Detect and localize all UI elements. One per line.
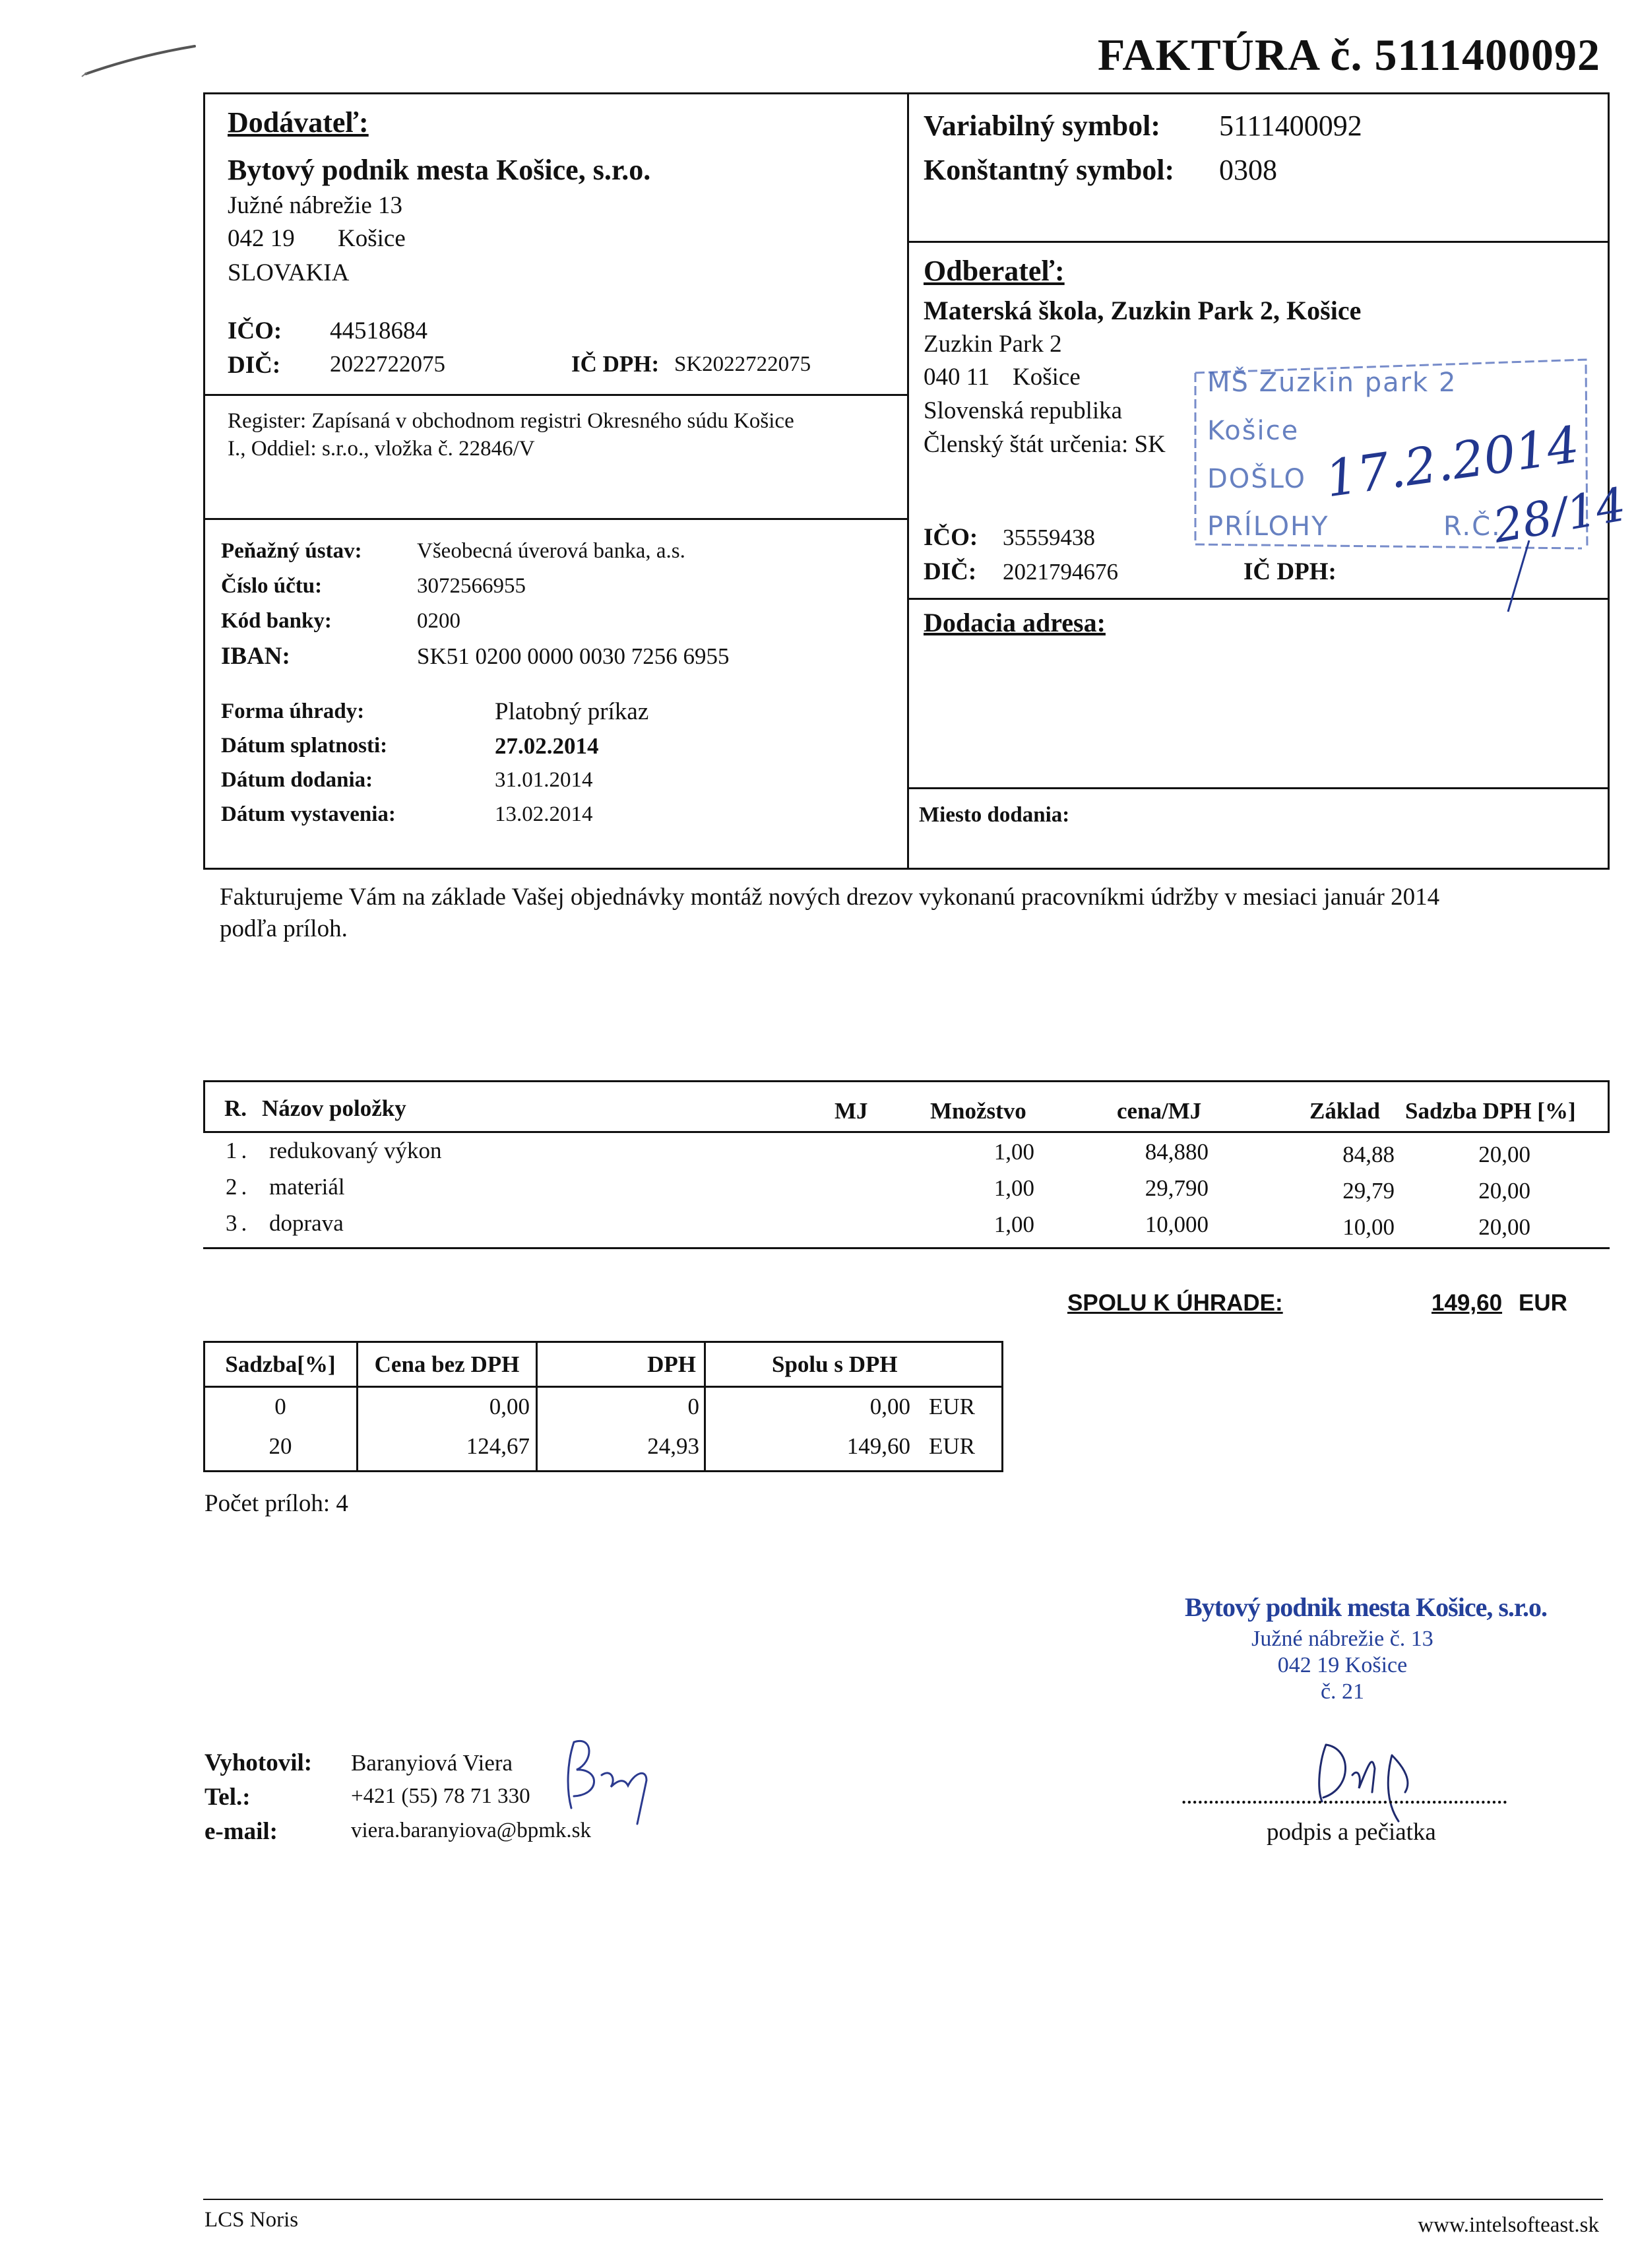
vat-table-header-bottom [203, 1386, 1003, 1388]
due-date-label: Dátum splatnosti: [221, 734, 388, 758]
item-vat: 20,00 [1478, 1214, 1530, 1240]
vat-header-gross: Spolu s DPH [772, 1351, 898, 1377]
total-amount: 149,60 [1432, 1290, 1503, 1316]
items-header-unit: MJ [834, 1098, 868, 1124]
description-line1: Fakturujeme Vám na základe Vašej objednávky montáž nových drezov vykonanú pracovníkmi údržby v mesiaci január 2014 [220, 884, 1440, 911]
items-table-right [1608, 1080, 1610, 1133]
delivery-date-label: Dátum dodania: [221, 768, 373, 792]
items-header-vat: Sadzba DPH [%] [1405, 1098, 1576, 1124]
account-value: 3072566955 [417, 574, 526, 598]
item-vat: 20,00 [1478, 1142, 1530, 1167]
attachments-count: Počet príloh: 4 [204, 1490, 348, 1517]
issue-date-value: 13.02.2014 [495, 802, 593, 826]
company-stamp-name: Bytový podnik mesta Košice, s.r.o. [1185, 1592, 1548, 1622]
frame-bottom [203, 868, 1610, 870]
company-stamp-city: 042 19 Košice [1277, 1653, 1408, 1677]
delivery-address-label: Dodacia adresa: [924, 608, 1106, 637]
vat-gross: 149,60 [846, 1433, 910, 1459]
pen-mark [79, 41, 204, 81]
issuer-signature [548, 1722, 660, 1828]
item-price: 29,790 [1145, 1175, 1209, 1201]
bank-code-label: Kód banky: [221, 609, 332, 633]
variable-symbol-value: 5111400092 [1219, 110, 1362, 142]
item-name: materiál [269, 1174, 345, 1200]
total-label: SPOLU K ÚHRADE: [1067, 1290, 1283, 1316]
items-header-qty: Množstvo [930, 1098, 1026, 1124]
customer-ico: 35559438 [1003, 525, 1095, 550]
description-line2: podľa príloh. [220, 915, 348, 942]
supplier-dic: 2022722075 [330, 351, 445, 377]
item-no: 1. [226, 1138, 251, 1163]
items-table-top [203, 1080, 1610, 1082]
customer-member-state: Členský štát určenia: SK [924, 431, 1166, 458]
customer-heading: Odberateľ: [924, 255, 1065, 287]
customer-country: Slovenská republika [924, 397, 1123, 424]
supplier-zip: 042 19 [228, 225, 295, 252]
received-stamp-slash [1496, 538, 1536, 617]
item-name: redukovaný výkon [269, 1138, 442, 1163]
customer-name: Materská škola, Zuzkin Park 2, Košice [924, 296, 1362, 325]
vat-rate: 0 [274, 1394, 286, 1419]
supplier-street: Južné nábrežie 13 [228, 192, 403, 219]
payment-form-label: Forma úhrady: [221, 699, 365, 723]
item-price: 10,000 [1145, 1212, 1209, 1237]
item-no: 3. [226, 1210, 251, 1236]
frame-left [203, 92, 205, 868]
variable-symbol-label: Variabilný symbol: [924, 110, 1161, 142]
footer-rule [203, 2199, 1603, 2200]
supplier-icdph: SK2022722075 [674, 352, 811, 376]
vat-rate: 20 [268, 1433, 292, 1459]
item-qty: 1,00 [993, 1175, 1034, 1201]
tel-value: +421 (55) 78 71 330 [351, 1784, 530, 1808]
customer-zip: 040 11 [924, 364, 990, 391]
tel-label: Tel.: [204, 1784, 251, 1811]
bank-code-value: 0200 [417, 609, 460, 633]
vat-amount: 0 [687, 1394, 699, 1419]
item-no: 2. [226, 1174, 251, 1200]
payment-form-value: Platobný príkaz [495, 698, 649, 725]
received-stamp-line4: PRÍLOHY [1207, 511, 1329, 542]
total-currency: EUR [1519, 1290, 1567, 1316]
constant-symbol-label: Konštantný symbol: [924, 154, 1175, 186]
items-header-price: cena/MJ [1117, 1098, 1202, 1124]
customer-dic: 2021794676 [1003, 559, 1118, 585]
received-stamp-line4b: R.Č. [1443, 511, 1501, 542]
items-header-name: Názov položky [262, 1095, 406, 1121]
vat-header-vat: DPH [647, 1351, 696, 1377]
supplier-country: SLOVAKIA [228, 259, 350, 286]
issue-date-label: Dátum vystavenia: [221, 802, 396, 826]
item-name: doprava [269, 1210, 344, 1236]
item-qty: 1,00 [993, 1139, 1034, 1165]
customer-ico-label: IČO: [924, 524, 978, 551]
vat-header-rate: Sadzba[%] [225, 1351, 336, 1377]
vat-net: 124,67 [466, 1433, 530, 1459]
item-price: 84,880 [1145, 1139, 1209, 1165]
customer-street: Zuzkin Park 2 [924, 331, 1062, 358]
item-base: 10,00 [1342, 1214, 1395, 1240]
received-stamp-line2: Košice [1207, 416, 1300, 446]
made-by-value: Baranyiová Viera [351, 1750, 513, 1776]
supplier-city: Košice [338, 225, 406, 252]
vat-currency: EUR [929, 1394, 975, 1419]
right-sep-symbols [907, 241, 1609, 243]
vat-table-bottom [203, 1470, 1003, 1472]
supplier-ico-label: IČO: [228, 317, 282, 344]
signature-dots: ............................................................ [1181, 1782, 1507, 1809]
supplier-name: Bytový podnik mesta Košice, s.r.o. [228, 154, 651, 186]
items-table-left [203, 1080, 205, 1133]
item-vat: 20,00 [1478, 1178, 1530, 1204]
left-sep-register [203, 394, 908, 396]
received-stamp [1193, 353, 1630, 554]
received-stamp-ref: 28/14 [1489, 477, 1630, 554]
supplier-ico: 44518684 [330, 317, 427, 344]
items-table-header-bottom [203, 1131, 1610, 1133]
vat-currency: EUR [929, 1433, 975, 1459]
authorized-signature [1306, 1729, 1438, 1828]
item-qty: 1,00 [993, 1212, 1034, 1237]
vat-net: 0,00 [489, 1394, 530, 1419]
vat-table-col4 [1001, 1341, 1003, 1472]
signature-label: podpis a pečiatka [1267, 1819, 1436, 1846]
made-by-label: Vyhotovil: [204, 1749, 313, 1776]
email-value: viera.baranyiova@bpmk.sk [351, 1819, 591, 1842]
received-stamp-date: 17.2.2014 [1321, 414, 1583, 509]
vat-table-top [203, 1341, 1003, 1343]
footer-right: www.intelsofteast.sk [1418, 2213, 1599, 2237]
customer-icdph-label: IČ DPH: [1243, 558, 1337, 585]
iban-value: SK51 0200 0000 0030 7256 6955 [417, 643, 730, 669]
received-stamp-line1: MŠ Zuzkin park 2 [1207, 368, 1457, 398]
invoice-title: FAKTÚRA č. 5111400092 [1097, 30, 1600, 80]
left-sep-bank [203, 518, 908, 520]
account-label: Číslo účtu: [221, 574, 323, 598]
item-base: 29,79 [1342, 1178, 1395, 1204]
item-base: 84,88 [1342, 1142, 1395, 1167]
bank-value: Všeobecná úverová banka, a.s. [417, 539, 685, 563]
vat-header-net: Cena bez DPH [374, 1351, 520, 1377]
register-line1: Register: Zapísaná v obchodnom registri Okresného súdu Košice [228, 409, 794, 433]
items-header-no: R. [224, 1095, 247, 1121]
vat-gross: 0,00 [869, 1394, 910, 1419]
frame-divider [907, 92, 909, 868]
place-of-delivery-label: Miesto dodania: [919, 803, 1070, 827]
frame-top [203, 92, 1610, 94]
right-sep-place [907, 787, 1609, 789]
due-date-value: 27.02.2014 [495, 733, 599, 759]
vat-amount: 24,93 [647, 1433, 699, 1459]
constant-symbol-value: 0308 [1219, 154, 1277, 186]
received-stamp-line3: DOŠLO [1207, 464, 1307, 494]
bank-label: Peňažný ústav: [221, 539, 362, 563]
company-stamp-street: Južné nábrežie č. 13 [1251, 1627, 1433, 1651]
supplier-heading: Dodávateľ: [228, 106, 369, 139]
email-label: e-mail: [204, 1818, 278, 1845]
customer-city: Košice [1013, 364, 1081, 391]
register-line2: I., Oddiel: s.r.o., vložka č. 22846/V [228, 437, 535, 461]
company-stamp-number: č. 21 [1320, 1679, 1365, 1704]
footer-left: LCS Noris [204, 2208, 299, 2232]
items-table-bottom [203, 1247, 1610, 1249]
supplier-dic-label: DIČ: [228, 352, 281, 379]
items-header-base: Základ [1309, 1098, 1380, 1124]
customer-dic-label: DIČ: [924, 558, 977, 585]
supplier-icdph-label: IČ DPH: [571, 351, 660, 377]
delivery-date-value: 31.01.2014 [495, 768, 593, 792]
iban-label: IBAN: [221, 643, 290, 670]
